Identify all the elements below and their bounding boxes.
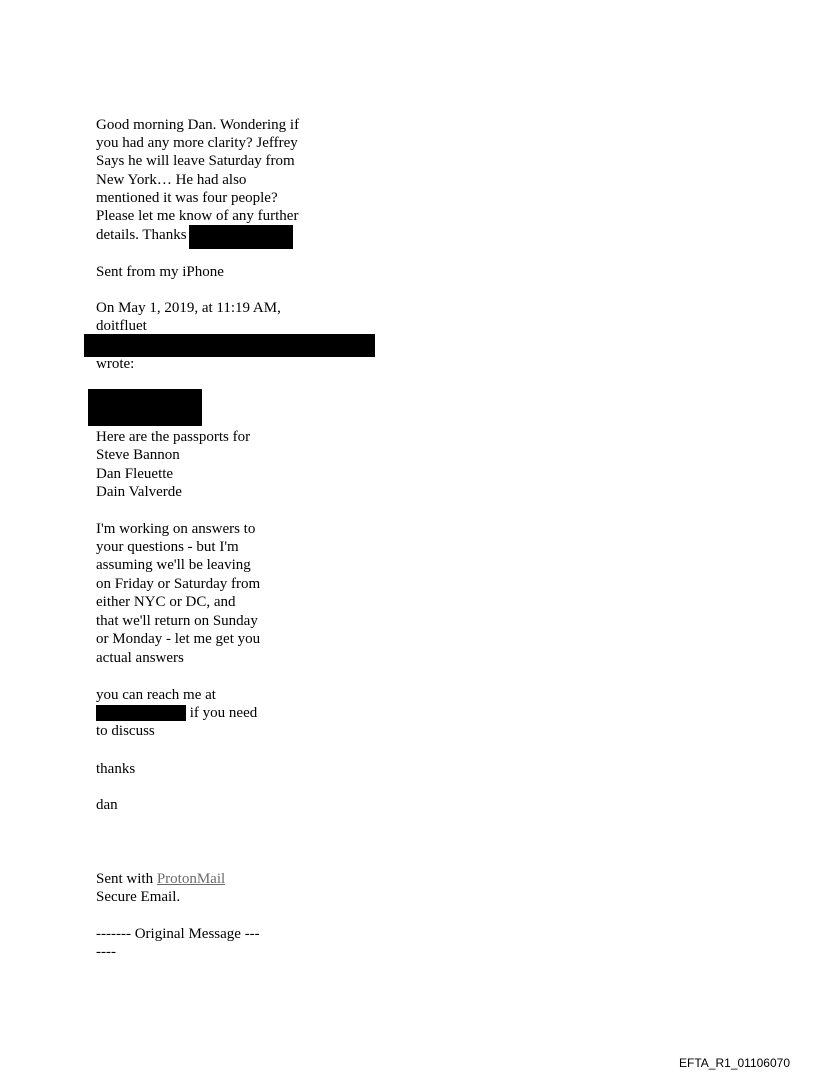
- body-answers-line-5: either NYC or DC, and: [96, 594, 236, 610]
- body-answers-line-6: that we'll return on Sunday: [96, 613, 258, 629]
- reply-line-4: New York… He had also: [96, 172, 247, 188]
- iphone-signature: Sent from my iPhone: [96, 264, 224, 280]
- body-intro-line-3: Dan Fleuette: [96, 466, 174, 482]
- body-answers-line-7: or Monday - let me get you: [96, 631, 261, 647]
- reply-line-3: Says he will leave Saturday from: [96, 153, 295, 169]
- reply-line-6: Please let me know of any further: [96, 208, 299, 224]
- original-message-line-2: ----: [96, 944, 116, 960]
- quote-header-date: On May 1, 2019, at 11:19 AM,: [96, 300, 281, 316]
- document-id: EFTA_R1_01106070: [679, 1056, 790, 1070]
- sent-with-line: [96, 870, 225, 888]
- body-answers-line-1: I'm working on answers to: [96, 521, 256, 537]
- quote-header-sender: doitfluet: [96, 318, 147, 334]
- redaction-box-1: [189, 225, 293, 249]
- redaction-box-3: [88, 389, 202, 426]
- reply-line-1: Good morning Dan. Wondering if: [96, 117, 300, 133]
- redaction-box-2: [84, 334, 375, 357]
- secure-email-line: Secure Email.: [96, 889, 181, 905]
- reach-line-1: you can reach me at: [96, 687, 216, 703]
- body-intro-line-2: Steve Bannon: [96, 447, 180, 463]
- reply-line-7: details. Thanks: [96, 227, 187, 243]
- protonmail-link[interactable]: ProtonMail: [156, 871, 226, 887]
- original-message-line-1: ------- Original Message ---: [96, 926, 260, 942]
- sent-with-prefix: Sent with: [96, 871, 157, 887]
- body-intro-line-1: Here are the passports for: [96, 429, 251, 445]
- body-answers-line-4: on Friday or Saturday from: [96, 576, 261, 592]
- body-intro-line-4: Dain Valverde: [96, 484, 182, 500]
- body-answers-line-2: your questions - but I'm: [96, 539, 239, 555]
- reply-line-2: you had any more clarity? Jeffrey: [96, 135, 298, 151]
- closing-thanks: thanks: [96, 761, 136, 777]
- quote-header-wrote: wrote:: [96, 356, 135, 372]
- reply-line-5: mentioned it was four people?: [96, 190, 278, 206]
- reach-line-2: if you need: [186, 705, 258, 721]
- reach-line-3: to discuss: [96, 723, 155, 739]
- body-answers-line-3: assuming we'll be leaving: [96, 557, 251, 573]
- sender-name: dan: [96, 797, 118, 813]
- body-answers-line-8: actual answers: [96, 650, 184, 666]
- redaction-box-4: [96, 705, 186, 721]
